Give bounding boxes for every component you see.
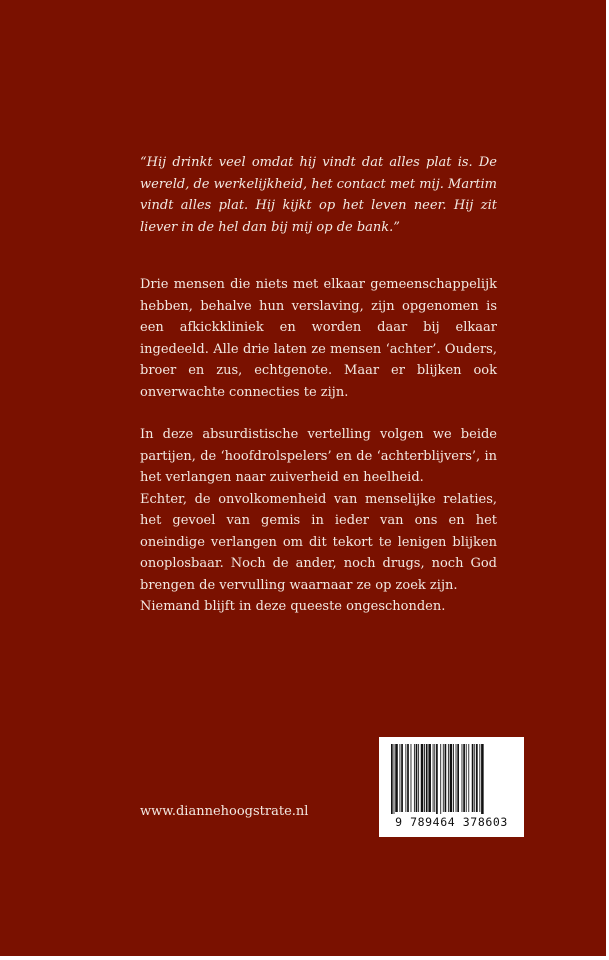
isbn-number: 9 789464 378603 [395, 815, 508, 829]
barcode-bars-icon [389, 744, 514, 814]
blurb-paragraph-2: In deze absurdistische vertelling volgen we beide partijen, de ‘hoofdrolspelers’ en de ‘achterblijvers’, in het verlangen naar zuiverheid en heelheid. [140, 427, 497, 485]
isbn-barcode [379, 737, 524, 837]
blurb-text [140, 274, 497, 618]
blurb-paragraph-3: Echter, de onvolkomenheid van menselijke relaties, het gevoel van gemis in ieder van ons en het oneindige verlangen om dit tekort te lenigen blijken onoplosbaar. Noch de ander, noch drugs, noch God brengen de vervulling waarnaar ze op zoek zijn. [140, 491, 497, 593]
blurb-paragraph-1: Drie mensen die niets met elkaar gemeenschappelijk hebben, behalve hun verslaving, zijn opgenomen is een afkickkliniek en worden daar bij elkaar ingedeeld. Alle drie laten ze mensen ‘achter’. Ouders, broer en zus, echtgenote. Maar er blijken ook onverwachte connecties te zijn. [140, 277, 497, 400]
cover-quote: “Hij drinkt veel omdat hij vindt dat alles plat is. De wereld, de werkelijkheid, het contact met mij. Martim vindt alles plat. Hij kijkt op het leven neer. Hij zit liever in de hel dan bij mij op de bank.” [140, 155, 497, 235]
author-website: www.diannehoogstrate.nl [140, 804, 309, 819]
blurb-paragraph-4: Niemand blijft in deze queeste ongeschonden. [140, 599, 446, 614]
